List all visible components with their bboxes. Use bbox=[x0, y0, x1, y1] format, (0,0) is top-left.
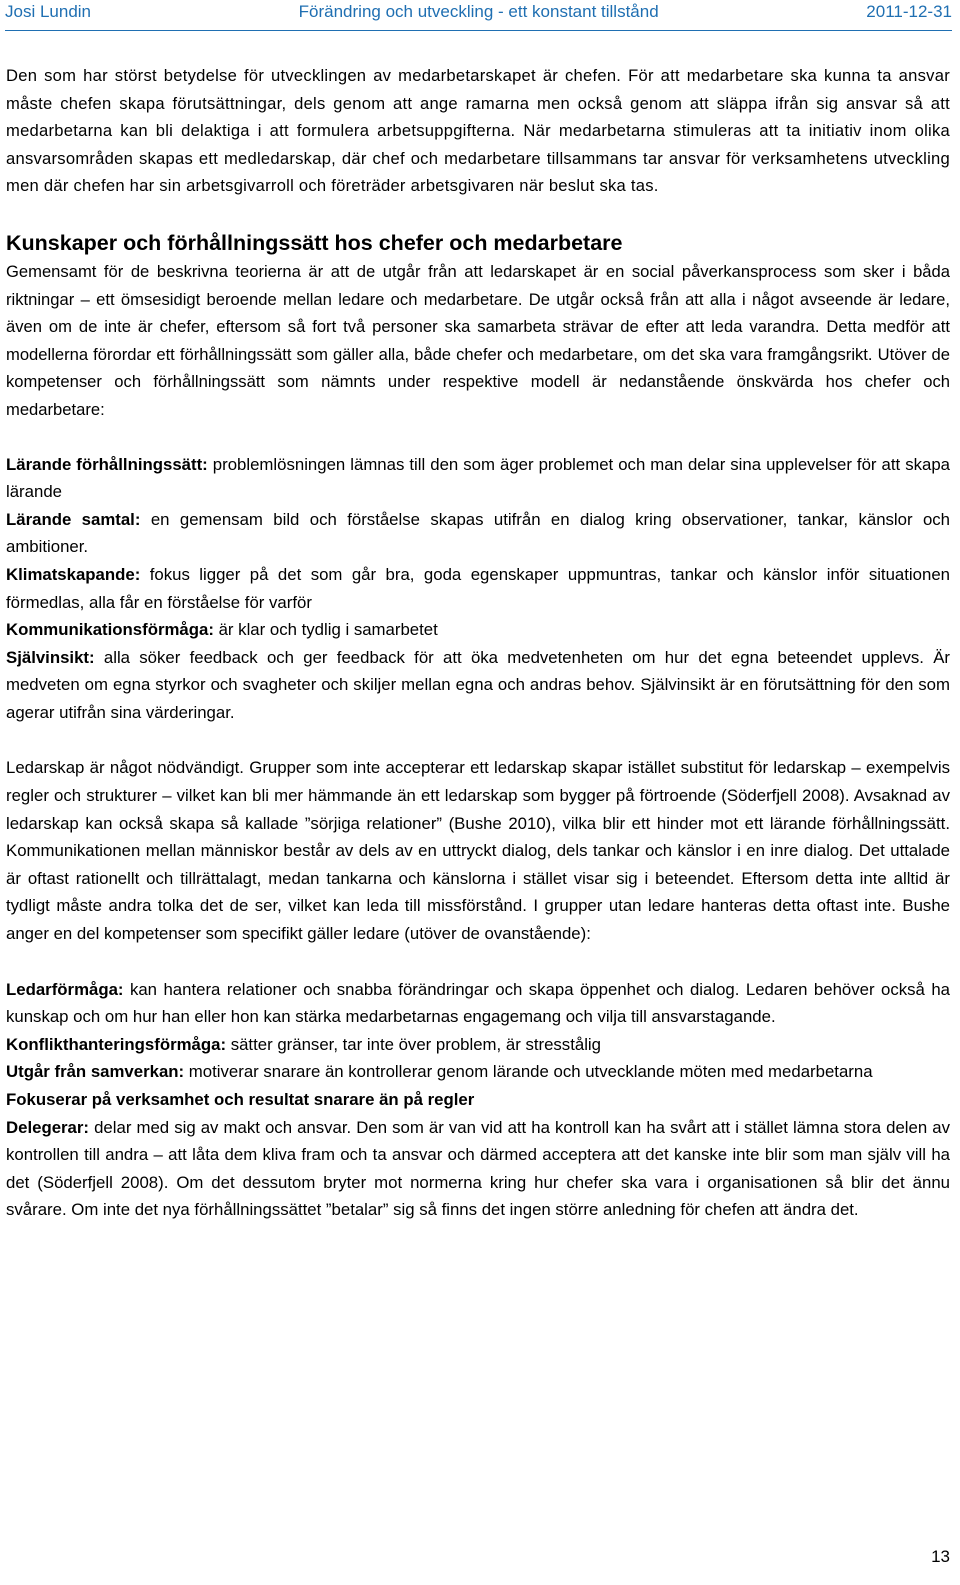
leader-trait-item bbox=[6, 1058, 950, 1086]
leader-trait-text: sätter gränser, tar inte över problem, är stresstålig bbox=[226, 1034, 601, 1054]
leader-trait-item bbox=[6, 1031, 950, 1059]
header-author: Josi Lundin bbox=[5, 2, 92, 21]
leader-trait-term: Utgår från samverkan: bbox=[6, 1062, 185, 1082]
leader-trait-item bbox=[6, 1086, 950, 1114]
leader-trait-item bbox=[6, 976, 950, 1031]
page-content bbox=[6, 62, 950, 1224]
trait-term: Klimatskapande: bbox=[6, 564, 141, 584]
leader-trait-text: motiverar snarare än kontrollerar genom lärande och utvecklande möten med medarbetarna bbox=[184, 1062, 873, 1082]
leader-trait-term: Ledarförmåga: bbox=[6, 979, 124, 999]
trait-item bbox=[6, 451, 950, 506]
trait-item bbox=[6, 561, 950, 616]
leader-trait-term: Konflikthanteringsförmåga: bbox=[6, 1034, 227, 1054]
leader-trait-term: Fokuserar på verksamhet och resultat snarare än på regler bbox=[6, 1090, 475, 1109]
section-heading: Kunskaper och förhållningssätt hos chefer och medarbetare bbox=[6, 230, 623, 255]
page-header bbox=[5, 2, 952, 28]
leader-trait-text: kan hantera relationer och snabba förändringar och skapa öppenhet och dialog. Ledaren behöver också ha kunskap och om hur han eller hon kan stärka medarbetarnas engagemang och vilja till ansvarstagande. bbox=[6, 979, 950, 1027]
leadership-paragraph: Ledarskap är något nödvändigt. Grupper som inte accepterar ett ledarskap skapar istället substitut för ledarskap – exempelvis regler och strukturer – vilket kan bli mer hämmande än ett ledarskap som bygger på förtroende (Söderfjell 2008). Avsaknad av ledarskap kan också skapa så kallade ”sörjiga relationer” (Bushe 2010), vilka blir ett hinder mot ett lärande förhållningssätt. Kommunikationen mellan människor består av dels av en uttryckt dialog, dels tankar och känslor i en inre dialog. Det uttalade är oftast rationellt och tillrättalagt, medan tankarna och känslorna i stället visar sig i beteendet. Eftersom detta inte alltid är tydligt måste andra tolka det de ser, vilket kan leda till missförstånd. I grupper utan ledare hanteras detta oftast inte. Bushe anger en del kompetenser som specifikt gäller ledare (utöver de ovanstående): bbox=[6, 758, 950, 944]
trait-item bbox=[6, 616, 950, 644]
trait-text: alla söker feedback och ger feedback för att öka medvetenheten om hur det egna beteendet upplevs. Är medveten om egna styrkor och svagheter och skiljer mellan egna och andras behov. Självinsikt är en förutsättning för den som agerar utifrån sina värderingar. bbox=[6, 647, 950, 722]
trait-text: en gemensam bild och förståelse skapas utifrån en dialog kring observationer, tankar, känslor och ambitioner. bbox=[6, 509, 951, 557]
trait-text: är klar och tydlig i samarbetet bbox=[213, 620, 438, 640]
trait-term: Kommunikationsförmåga: bbox=[6, 620, 214, 640]
trait-item bbox=[6, 644, 950, 727]
trait-term: Lärande förhållningssätt: bbox=[6, 454, 208, 474]
leader-trait-item bbox=[6, 1114, 950, 1224]
header-date: 2011-12-31 bbox=[866, 2, 952, 21]
trait-text: problemlösningen lämnas till den som äger problemet och man delar sina upplevelser för att skapa lärande bbox=[6, 454, 950, 502]
trait-term: Lärande samtal: bbox=[6, 509, 141, 529]
trait-item bbox=[6, 506, 950, 561]
header-rule bbox=[5, 30, 952, 31]
trait-text: fokus ligger på det som går bra, goda egenskaper uppmuntras, tankar och känslor inför situationen förmedlas, alla får en förståelse för varför bbox=[6, 564, 950, 612]
leader-trait-term: Delegerar: bbox=[6, 1117, 90, 1137]
leader-trait-text: delar med sig av makt och ansvar. Den som är van vid att ha kontroll kan ha svårt att i stället lämna stora delen av kontrollen till andra – att låta dem kliva fram och ta ansvar och därmed acceptera att det kanske inte blir som man själv vill ha det (Söderfjell 2008). Om det dessutom bryter mot normerna kring hur chefer ska vara i organisationen så blir det ännu svårare. Om inte det nya förhållningssättet ”betalar” sig så finns det ingen större anledning för chefen att ändra det. bbox=[6, 1117, 950, 1220]
trait-term: Självinsikt: bbox=[6, 647, 95, 667]
page-number: 13 bbox=[931, 1547, 950, 1566]
intro-paragraph: Den som har störst betydelse för utvecklingen av medarbetarskapet är chefen. För att medarbetare ska kunna ta ansvar måste chefen skapa förutsättningar, dels genom att ange ramarna men också genom att släppa ifrån sig ansvar så att medarbetarna kan bli delaktiga i att formulera arbetsuppgifterna. När medarbetarna stimuleras att ta initiativ inom olika ansvarsområden skapas ett medledarskap, där chef och medarbetare tillsammans tar ansvar för verksamhetens utveckling men där chefen har sin arbetsgivarroll och företräder arbetsgivaren när beslut ska tas. bbox=[6, 66, 950, 196]
section-paragraph: Gemensamt för de beskrivna teorierna är att de utgår från att ledarskapet är en social påverkansprocess som sker i båda riktningar – ett ömsesidigt beroende mellan ledare och medarbetare. De utgår också från att alla i något avseende är ledare, även om de inte är chefer, eftersom så fort två personer ska samarbeta strävar de efter att leda varandra. Detta medför att modellerna förordar ett förhållningssätt som gäller alla, både chefer och medarbetare, om det ska vara framgångsrikt. Utöver de kompetenser och förhållningssätt som nämnts under respektive modell är nedanstående önskvärda hos chefer och medarbetare: bbox=[6, 261, 950, 419]
header-title: Förändring och utveckling - ett konstant tillstånd bbox=[298, 2, 659, 21]
